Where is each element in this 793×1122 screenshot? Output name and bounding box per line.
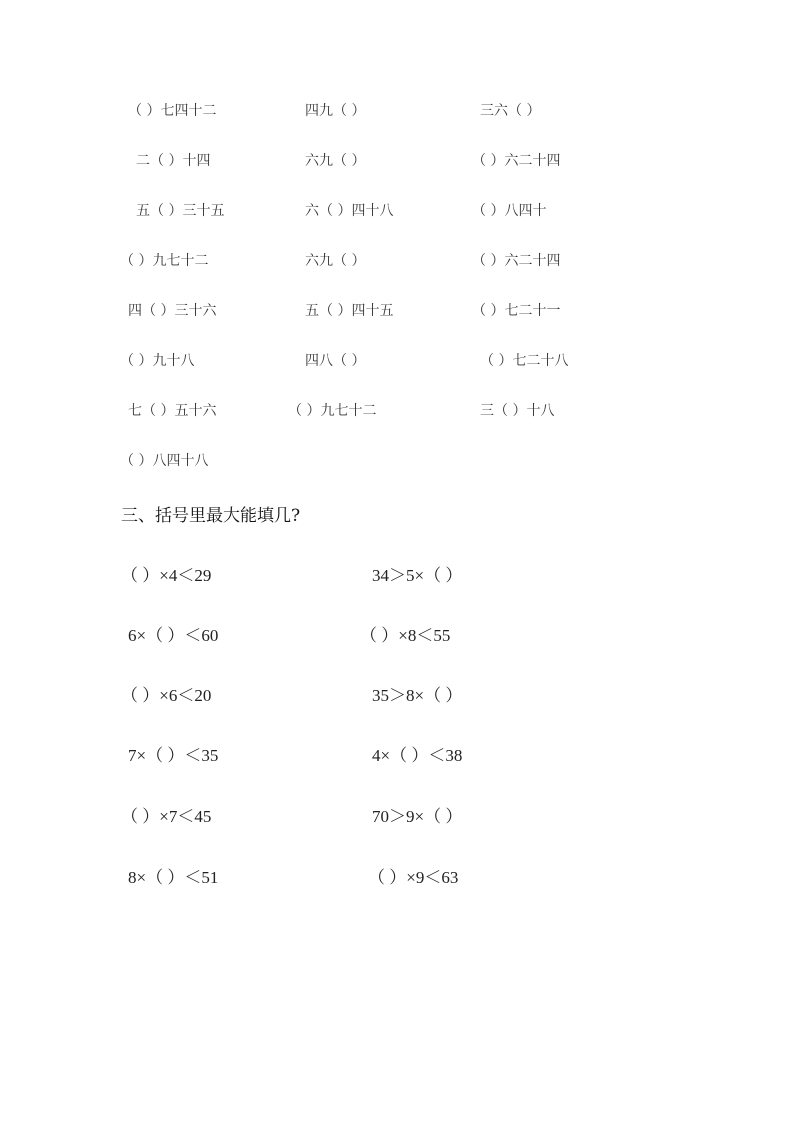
rhyme-item: （ ）七二十八 xyxy=(480,353,569,369)
inequality-item: 8×（ ）＜51 xyxy=(128,868,219,887)
rhyme-item: （ ）九七十二 xyxy=(288,403,377,419)
rhyme-item: （ ）九七十二 xyxy=(120,253,209,269)
inequality-item: 34＞5×（ ） xyxy=(372,566,463,585)
rhyme-item: 四（ ）三十六 xyxy=(128,303,217,319)
rhyme-item: 三六（ ） xyxy=(480,103,541,119)
section-title: 三、括号里最大能填几? xyxy=(121,506,301,526)
inequality-item: （ ）×9＜63 xyxy=(368,868,459,887)
rhyme-item: 六（ ）四十八 xyxy=(305,203,394,219)
inequality-item: （ ）×6＜20 xyxy=(121,686,212,705)
rhyme-item: 五（ ）四十五 xyxy=(305,303,394,319)
inequality-item: （ ）×7＜45 xyxy=(121,807,212,826)
inequality-item: （ ）×8＜55 xyxy=(360,626,451,645)
inequality-item: 7×（ ）＜35 xyxy=(128,746,219,765)
rhyme-item: 六九（ ） xyxy=(305,153,366,169)
rhyme-item: （ ）六二十四 xyxy=(472,253,561,269)
rhyme-item: 五（ ）三十五 xyxy=(136,203,225,219)
rhyme-item: （ ）七四十二 xyxy=(128,103,217,119)
rhyme-item: 四八（ ） xyxy=(305,353,366,369)
rhyme-item: （ ）六二十四 xyxy=(472,153,561,169)
rhyme-item: 四九（ ） xyxy=(305,103,366,119)
inequality-item: 4×（ ）＜38 xyxy=(372,746,463,765)
rhyme-item: （ ）八四十八 xyxy=(120,453,209,469)
inequality-item: 6×（ ）＜60 xyxy=(128,626,219,645)
rhyme-item: （ ）九十八 xyxy=(120,353,195,369)
rhyme-item: 二（ ）十四 xyxy=(136,153,211,169)
inequality-item: 35＞8×（ ） xyxy=(372,686,463,705)
rhyme-item: （ ）八四十 xyxy=(472,203,547,219)
inequality-item: 70＞9×（ ） xyxy=(372,807,463,826)
rhyme-item: 七（ ）五十六 xyxy=(128,403,217,419)
rhyme-item: 六九（ ） xyxy=(305,253,366,269)
rhyme-item: 三（ ）十八 xyxy=(480,403,555,419)
rhyme-item: （ ）七二十一 xyxy=(472,303,561,319)
inequality-item: （ ）×4＜29 xyxy=(121,566,212,585)
